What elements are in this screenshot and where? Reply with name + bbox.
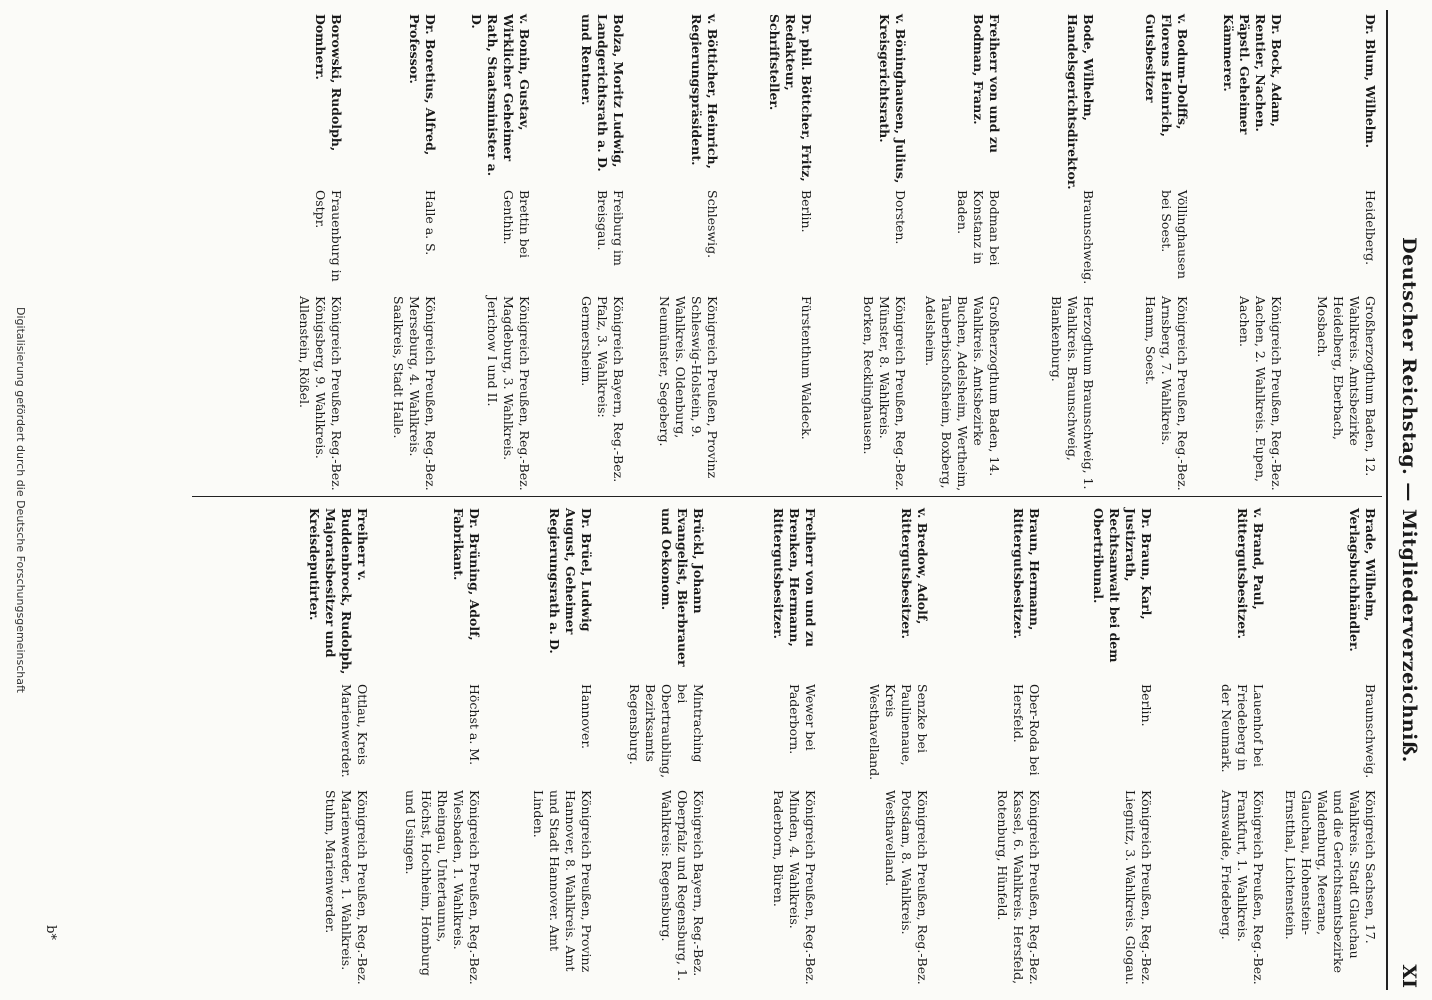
funding-note: Digitalisierung gefördert durch die Deutsche Forschungsgemeinschaft <box>14 307 27 693</box>
member-name: Freiherr v. Buddenbrock, Rudolph, Majoratsbesitzer und Kreisdeputirter. <box>307 508 370 675</box>
member-residence: Heidelberg. <box>1363 190 1378 266</box>
member-name: v. Bötticher, Heinrich, Regierungspräsident. <box>689 14 720 169</box>
member-name: Dr. phil. Böttcher, Fritz, Redakteur, Schriftsteller. <box>767 14 814 182</box>
member-name: Brade, Wilhelm, Verlagsbuchhändler. <box>1347 508 1378 652</box>
member-constituency: Großherzogthum Baden, 12. Wahlkreis. Amtsbezirke Heidelberg, Eberbach, Mosbach. <box>1315 296 1378 477</box>
member-constituency: Königreich Preußen, Reg.-Bez. Minden, 4. Wahlkreis. Paderborn, Büren. <box>771 790 818 985</box>
member-name: v. Bodum-Dolffs, Florens Heinrich, Gutsbesitzer <box>1143 14 1190 137</box>
header-rule <box>1386 10 1388 990</box>
member-residence: Senzke bei Paulinenaue, Kreis Westhavelland. <box>867 684 930 781</box>
member-residence: Höchst a. M. <box>467 684 482 766</box>
member-name: Dr. Bock, Adam, Rentier, Nachen. Päpstl. Geheimer Kämmerer. <box>1221 14 1284 135</box>
member-residence: Ottlau, Kreis Marienwerder. <box>339 684 370 778</box>
member-name: Borowski, Rudolph, Domherr. <box>313 14 344 152</box>
page-number: XI <box>1398 964 1420 988</box>
member-constituency: Herzogthum Braunschweig, 1. Wahlkreis. Braunschweig, Blankenburg. <box>1049 296 1096 490</box>
member-constituency: Königreich Preußen, Reg.-Bez. Arnsberg, 7. Wahlkreis. Hamm, Soest. <box>1143 296 1190 491</box>
member-constituency: Königreich Preußen, Reg.-Bez. Königsberg, 9. Wahlkreis. Allenstein, Rößel. <box>297 296 344 491</box>
member-constituency: Königreich Preußen, Reg.-Bez. Merseburg, 4. Wahlkreis. Saalkreis, Stadt Halle. <box>391 296 438 491</box>
member-residence: Bodman bei Konstanz in Baden. <box>955 190 1002 266</box>
member-name: Bode, Wilhelm, Handelsgerichtsdirektor. <box>1065 14 1096 190</box>
member-residence: Frauenburg in Ostpr. <box>313 190 344 282</box>
member-residence: Freiburg im Breisgau. <box>595 190 626 266</box>
member-residence: Hannover. <box>579 684 594 750</box>
member-residence: Ober-Roda bei Hersfeld. <box>1011 684 1042 776</box>
right-column <box>218 508 1378 986</box>
member-constituency: Fürstenthum Waldeck. <box>799 296 814 440</box>
member-name: Dr. Braun, Karl, Justizrath, Rechtsanwalt bei dem Obertribunal. <box>1091 508 1154 663</box>
member-residence: Halle a. S. <box>423 190 438 256</box>
member-constituency: Königreich Preußen, Reg.-Bez. Liegnitz, 3. Wahlkreis. Glogau. <box>1123 790 1154 985</box>
member-residence: Berlin. <box>799 190 814 233</box>
member-constituency: Königreich Preußen, Reg.-Bez. Frankfurt, 1. Wahlkreis. Arnswalde, Friedeberg. <box>1219 790 1266 985</box>
page-title: Deutscher Reichstag. — Mitgliederverzeichniß. <box>1398 237 1420 763</box>
member-constituency: Königreich Preußen, Reg.-Bez. Kassel, 6. Wahlkreis. Hersfeld, Rotenburg, Hünfeld. <box>995 790 1042 985</box>
member-residence: Wewer bei Paderborn. <box>787 684 818 755</box>
page-header <box>1390 0 1420 1000</box>
left-column <box>218 14 1378 492</box>
member-name: Brückl, Johann Evangelist, Bierbrauer und Oekonom. <box>659 508 706 667</box>
member-name: v. Böninghausen, Julius, Kreisgerichtsrath. <box>877 14 908 184</box>
member-residence: Völlinghausen bei Soest. <box>1159 190 1190 279</box>
member-residence: Braunschweig. <box>1363 684 1378 779</box>
member-name: v. Bredow, Adolf, Rittergutsbesitzer. <box>899 508 930 639</box>
member-constituency: Königreich Preußen, Reg.-Bez. Marienwerder, 1. Wahlkreis. Stuhm, Marienwerder. <box>323 790 370 985</box>
member-name: Dr. Blum, Wilhelm. <box>1363 14 1378 148</box>
member-name: Freiherr von und zu Bodman, Franz. <box>971 14 1002 154</box>
member-residence: Lauenhof bei Friedeberg in der Neumark. <box>1219 684 1266 773</box>
member-name: Dr. Boretius, Alfred, Professor. <box>407 14 438 156</box>
member-residence: Brettin bei Genthin. <box>501 190 532 259</box>
member-constituency: Königreich Preußen, Provinz Schleswig-Holstein, 9. Wahlkreis. Oldenburg, Neumünster, Segeberg. <box>657 296 720 479</box>
member-constituency: Königreich Bayern, Reg.-Bez. Oberpfalz und Regensburg, 1. Wahlkreis: Regensburg. <box>659 790 706 981</box>
member-name: Dr. Brüning, Adolf, Fabrikant. <box>451 508 482 641</box>
member-name: v. Bonin, Gustav, Wirklicher Geheimer Rath, Staatsminister a. D. <box>469 14 532 177</box>
member-constituency: Königreich Preußen, Reg.-Bez. Münster, 8. Wahlkreis. Borken, Recklinghausen. <box>861 296 908 491</box>
member-name: Freiherr von und zu Brenken, Hermann, Rittergutsbesitzer. <box>771 508 818 648</box>
member-constituency: Königreich Preußen, Reg.-Bez. Potsdam, 8. Wahlkreis. Westhavelland. <box>883 790 930 985</box>
member-name: v. Brand, Paul, Rittergutsbesitzer. <box>1235 508 1266 639</box>
member-residence: Schleswig. <box>705 190 720 259</box>
member-constituency: Königreich Bayern, Reg.-Bez. Pfalz, 3. Wahlkreis: Germersheim. <box>579 296 626 483</box>
member-constituency: Königreich Preußen, Reg.-Bez. Magdeburg, 3. Wahlkreis. Jerichow I und II. <box>485 296 532 491</box>
member-residence: Braunschweig. <box>1081 190 1096 285</box>
member-residence: Mintraching bei Obertraubling, Bezirksamts Regensburg. <box>627 684 706 779</box>
member-residence: Dorsten. <box>893 190 908 245</box>
column-divider <box>192 496 1382 497</box>
member-constituency: Königreich Preußen, Reg.-Bez. Aachen, 2. Wahlkreis. Eupen, Aachen. <box>1237 296 1284 491</box>
member-constituency: Königreich Preußen, Reg.-Bez. Wiesbaden, 1. Wahlkreis. Rheingau, Untertaunus, Höchst, Hochheim, Homburg und Usingen. <box>403 790 482 985</box>
member-constituency: Königreich Preußen, Provinz Hannover, 8. Wahlkreis. Amt und Stadt Hannover. Amt Linden. <box>531 790 594 973</box>
member-constituency: Großherzogthum Baden, 14. Wahlkreis. Amtsbezirke Buchen, Adelsheim, Wertheim, Tauberbischofsheim, Boxberg, Adelsheim. <box>923 296 1002 492</box>
page-footer <box>14 0 58 1000</box>
folio-mark: b* <box>43 925 58 940</box>
member-constituency: Königreich Sachsen, 17. Wahlkreis. Stadt Glauchau und die Gerichtsamtsbezirke Waldenburg, Meerane, Glauchau, Hohenstein-Ernstthal, Lichtenstein. <box>1283 790 1378 973</box>
member-name: Bolza, Moritz Ludwig, Landgerichtsrath a. D. und Rentner. <box>579 14 626 172</box>
member-name: Dr. Brüel, Ludwig August, Geheimer Regierungsrath a. D. <box>547 508 594 654</box>
member-name: Braun, Hermann, Rittergutsbesitzer. <box>1011 508 1042 639</box>
member-residence: Berlin. <box>1139 684 1154 727</box>
